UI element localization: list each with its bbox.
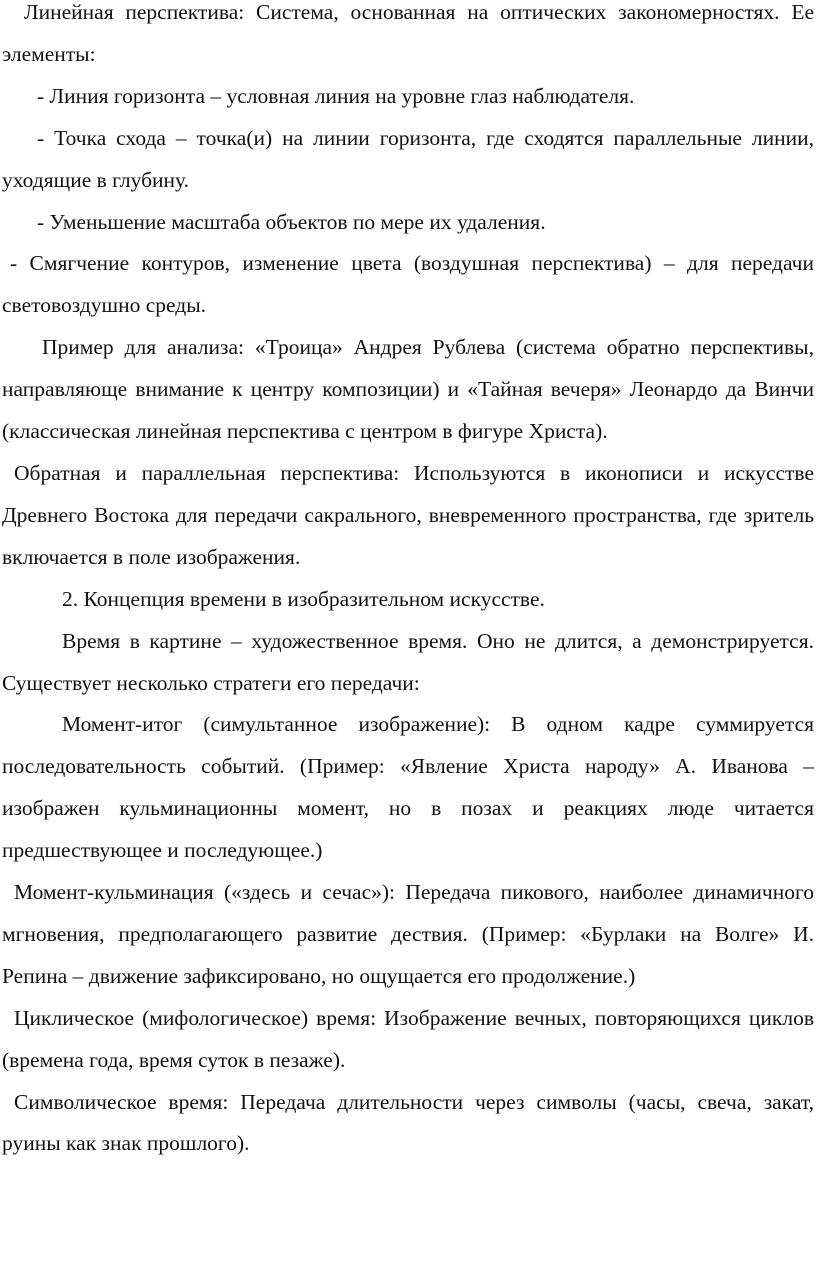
paragraph-artistic-time: Время в картине – художественное время. Оно не длится, а демонстрируется. Существует несколько стратеги его передачи: <box>2 628 814 695</box>
paragraph-scale-reduction: - Уменьшение масштаба объектов по мере их удаления. <box>37 209 546 234</box>
paragraph-moment-summary: Момент-итог (симультанное изображение): В одном кадре суммируется последовательность событий. (Пример: «Явление Христа народу» А. Иванова – изображен кульминационны момент, но в позах и реакциях люде читается предшествующее и последующее.) <box>2 712 814 863</box>
paragraph-moment-climax: Момент-кульминация («здесь и сечас»): Передача пикового, наиболее динамичного мгновения, предполагающего развитие дествия. (Пример: «Бурлаки на Волге» И. Репина – движение зафиксировано, но ощущается его продолжение.) <box>2 880 814 988</box>
paragraph-horizon-line: - Линия горизонта – условная линия на уровне глаз наблюдателя. <box>37 83 635 108</box>
paragraph-analysis-example: Пример для анализа: «Троица» Андрея Рублева (система обратно перспективы, направляюще внимание к центру композиции) и «Тайная вечеря» Леонардо да Винчи (классическая линейная перспектива с центром в фигуре Христа). <box>2 335 814 444</box>
section-heading-time-concept: 2. Концепция времени в изобразительном искусстве. <box>62 586 545 611</box>
paragraph-symbolic-time: Символическое время: Передача длительности через символы (часы, свеча, закат, руины как знак прошлого). <box>2 1089 814 1156</box>
paragraph-vanishing-point: - Точка схода – точка(и) на линии горизонта, где сходятся параллельные линии, уходящие в глубину. <box>2 125 814 192</box>
paragraph-cyclical-time: Циклическое (мифологическое) время: Изображение вечных, повторяющихся циклов (времена года, время суток в пезаже). <box>2 1005 814 1072</box>
paragraph-aerial-perspective: - Смягчение контуров, изменение цвета (воздушная перспектива) – для передачи световоздушно среды. <box>2 251 814 318</box>
paragraph-linear-perspective: Линейная перспектива: Система, основанная на оптических закономерностях. Ее элементы: <box>2 0 814 66</box>
paragraph-reverse-perspective: Обратная и параллельная перспектива: Используются в иконописи и искусстве Древнего Востока для передачи сакрального, вневременного пространства, где зритель включается в поле изображения. <box>2 460 814 569</box>
